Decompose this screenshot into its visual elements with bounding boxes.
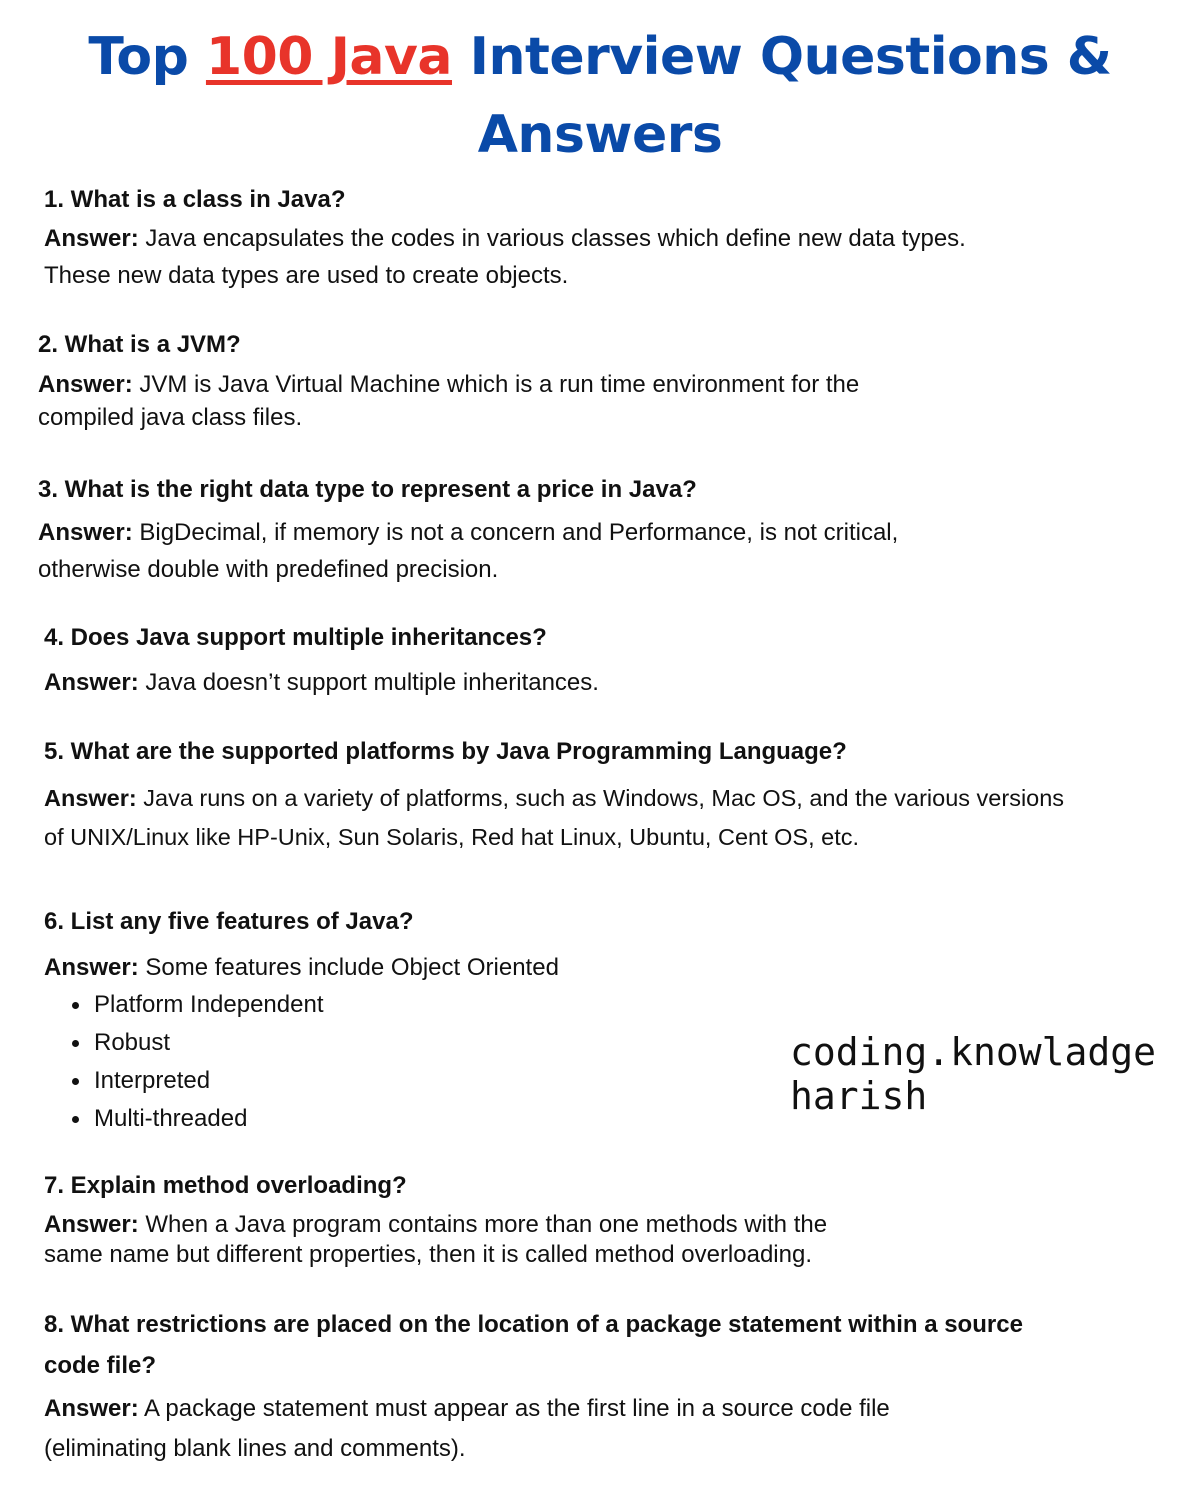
- question-1: 1. What is a class in Java?: [44, 186, 346, 213]
- question-4: 4. Does Java support multiple inheritances?: [44, 624, 547, 651]
- answer-2: [38, 368, 859, 434]
- page-title-line-1: [0, 18, 1200, 96]
- answer-3-line-2: otherwise double with predefined precision.: [38, 556, 499, 583]
- features-list: [44, 986, 324, 1138]
- answer-3: [38, 514, 898, 588]
- answer-7-line-2: same name but different properties, then it is called method overloading.: [44, 1241, 812, 1268]
- answer-7-line-1: Answer: When a Java program contains more than one methods with the: [44, 1211, 828, 1238]
- answer-4-line-1: Answer: Java doesn’t support multiple inheritances.: [44, 669, 599, 696]
- question-2: 2. What is a JVM?: [38, 331, 241, 358]
- answer-2-line-2: compiled java class files.: [38, 404, 303, 431]
- title-part-2: Interview Questions &: [452, 27, 1112, 87]
- answer-1-line-1: Answer: Java encapsulates the codes in various classes which define new data types.: [44, 225, 966, 252]
- list-item: Platform Independent: [44, 986, 324, 1024]
- answer-2-line-1: Answer: JVM is Java Virtual Machine which is a run time environment for the: [38, 371, 860, 398]
- answer-8-line-2: (eliminating blank lines and comments).: [44, 1435, 466, 1462]
- answer-1: [44, 220, 966, 294]
- list-item: Interpreted: [44, 1062, 324, 1100]
- question-6: 6. List any five features of Java?: [44, 908, 414, 935]
- answer-label: Answer:: [44, 225, 139, 252]
- list-item: Robust: [44, 1024, 324, 1062]
- answer-5-line-1: Answer: Java runs on a variety of platforms, such as Windows, Mac OS, and the various versions: [44, 785, 1065, 811]
- page-title-line-2: Answers: [477, 105, 723, 165]
- title-part-1: Top: [88, 27, 206, 87]
- answer-8: [44, 1389, 890, 1469]
- answer-label: Answer:: [38, 371, 133, 398]
- watermark-line-2: harish: [790, 1074, 928, 1118]
- answer-label: Answer:: [44, 1395, 139, 1422]
- question-8-line-2: code file?: [44, 1352, 157, 1379]
- watermark-line-1: coding.knowladge: [790, 1030, 1157, 1074]
- answer-5-line-2: of UNIX/Linux like HP-Unix, Sun Solaris, Red hat Linux, Ubuntu, Cent OS, etc.: [44, 824, 860, 850]
- answer-label: Answer:: [44, 1211, 139, 1238]
- answer-5: [44, 779, 1064, 857]
- answer-4: [44, 664, 599, 701]
- answer-6-line-1: Answer: Some features include Object Oriented: [44, 954, 559, 981]
- answer-label: Answer:: [44, 954, 139, 981]
- question-8: [44, 1304, 1023, 1386]
- answer-label: Answer:: [44, 669, 139, 696]
- answer-label: Answer:: [44, 785, 137, 811]
- answer-label: Answer:: [38, 519, 133, 546]
- answer-8-line-1: Answer: A package statement must appear as the first line in a source code file: [44, 1395, 890, 1422]
- list-item: Multi-threaded: [44, 1100, 324, 1138]
- question-3: 3. What is the right data type to represent a price in Java?: [38, 476, 697, 503]
- question-7: 7. Explain method overloading?: [44, 1172, 407, 1199]
- title-highlight: 100 Java: [205, 27, 453, 87]
- answer-7: [44, 1210, 827, 1270]
- question-5: 5. What are the supported platforms by Java Programming Language?: [44, 738, 847, 765]
- watermark: [790, 1030, 1156, 1118]
- answer-3-line-1: Answer: BigDecimal, if memory is not a concern and Performance, is not critical,: [38, 519, 899, 546]
- answer-1-line-2: These new data types are used to create objects.: [44, 262, 569, 289]
- page-title: [0, 18, 1200, 174]
- answer-6: [44, 949, 559, 986]
- question-8-line-1: 8. What restrictions are placed on the location of a package statement within a source: [44, 1311, 1023, 1338]
